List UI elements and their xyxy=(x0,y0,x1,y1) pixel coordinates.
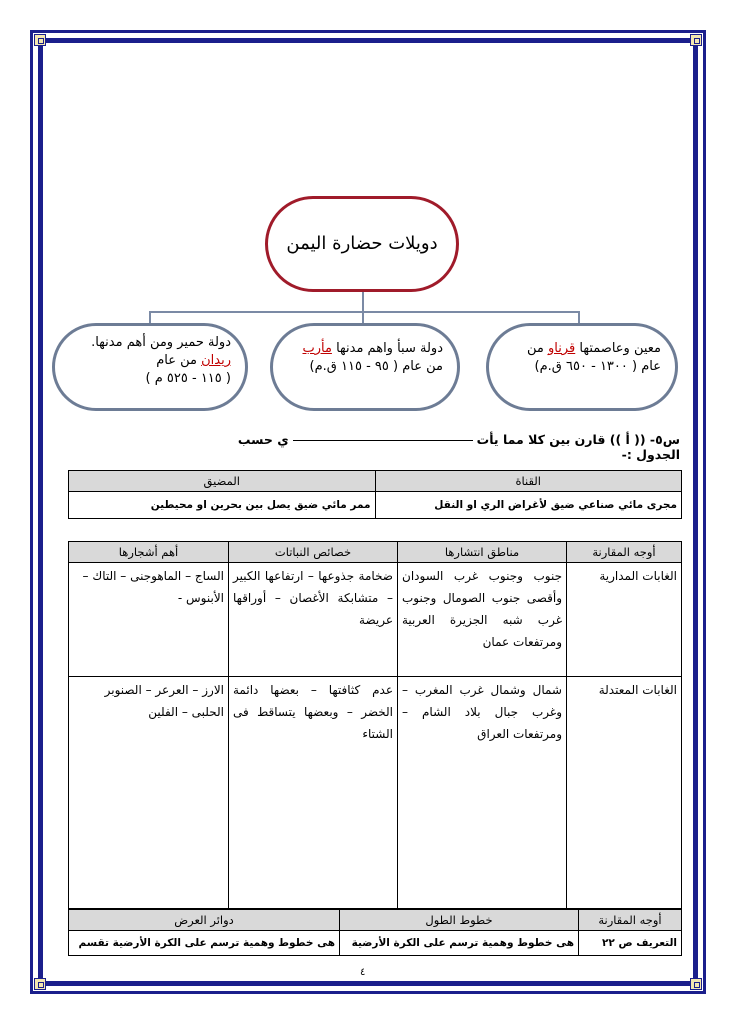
himyar-line2: ريدان من عام xyxy=(156,353,231,368)
question-blank xyxy=(293,440,473,441)
corner-ornament xyxy=(690,978,702,990)
corner-ornament xyxy=(690,34,702,46)
saba-capital: مأرب xyxy=(302,341,332,356)
table3-header-aspect: أوجه المقارنة xyxy=(579,910,682,931)
table3-header-longitude: خطوط الطول xyxy=(340,910,579,931)
saba-line1: دولة سبأ واهم مدنها مأرب xyxy=(302,341,443,356)
page-number: ٤ xyxy=(360,967,366,978)
question-heading: س٥- (( أ )) قارن بين كلا مما يأتي حسب الجدول :- xyxy=(237,432,680,462)
diagram-node-maeen xyxy=(486,323,678,411)
connector-vertical xyxy=(362,292,364,312)
table3-cell: التعريف ص ٢٢ xyxy=(579,931,682,956)
table2-cell: شمال وشمال غرب المغرب – وغرب جبال بلاد الشام – ومرتفعات العراق xyxy=(398,677,567,909)
table3-cell: هى خطوط وهمية ترسم على الكرة الأرضية xyxy=(340,931,579,956)
corner-ornament xyxy=(34,34,46,46)
diagram-root-node xyxy=(265,196,459,292)
table2-header-plants: خصائص النباتات xyxy=(229,542,398,563)
table2-header-trees: أهم أشجارها xyxy=(69,542,229,563)
maeen-capital: قرناو xyxy=(548,341,576,356)
saba-line2: من عام ( ٩٥ - ١١٥ ق.م) xyxy=(309,359,443,374)
table2-cell: الغابات المدارية xyxy=(567,563,682,677)
himyar-years: ( ١١٥ - ٥٢٥ م ) xyxy=(145,371,231,386)
table2-cell: جنوب وجنوب غرب السودان وأقصى جنوب الصومال وجنوب غرب شبه الجزيرة العربية ومرتفعات عمان xyxy=(398,563,567,677)
table2-cell: عدم كثافتها – بعضها دائمة الخضر – وبعضها يتساقط فى الشتاء xyxy=(229,677,398,909)
maeen-line1: معين وعاصمتها قرناو من xyxy=(527,341,661,356)
table1-header-canal: القناة xyxy=(375,471,682,492)
table1-header-strait: المضيق xyxy=(69,471,376,492)
table2-header-regions: مناطق انتشارها xyxy=(398,542,567,563)
maeen-line2: عام ( ١٣٠٠ - ٦٥٠ ق.م) xyxy=(534,359,661,374)
table2-cell: الغابات المعتدلة xyxy=(567,677,682,909)
table2-cell: ضخامة جذوعها – ارتفاعها الكبير – متشابكة الأغصان – أوراقها عريضة xyxy=(229,563,398,677)
diagram-node-saba xyxy=(270,323,460,411)
canal-strait-table xyxy=(68,470,682,519)
corner-ornament xyxy=(34,978,46,990)
table-row xyxy=(69,563,682,677)
diagram-node-himyar xyxy=(52,323,248,411)
forests-table xyxy=(68,541,682,909)
table-row xyxy=(69,677,682,909)
table2-cell: الساج – الماهوجنى – التاك – الأبنوس - xyxy=(69,563,229,677)
table1-cell-canal: مجرى مائي صناعي ضيق لأغراض الري او النقل xyxy=(375,492,682,519)
himyar-line1: دولة حمير ومن أهم مدنها. xyxy=(91,335,231,350)
connector-horizontal xyxy=(149,311,580,313)
table2-header-aspect: أوجه المقارنة xyxy=(567,542,682,563)
table2-cell: الارز – العرعر – الصنوبر الحلبى – الفلين xyxy=(69,677,229,909)
himyar-capital: ريدان xyxy=(201,353,231,368)
lines-table xyxy=(68,909,682,956)
table1-cell-strait: ممر مائي ضيق يصل بين بحرين او محيطين xyxy=(69,492,376,519)
diagram-root-label: دويلات حضارة اليمن xyxy=(286,233,438,254)
table3-header-latitude: دوائر العرض xyxy=(69,910,340,931)
table3-cell: هى خطوط وهمية ترسم على الكرة الأرضية تقسم xyxy=(69,931,340,956)
